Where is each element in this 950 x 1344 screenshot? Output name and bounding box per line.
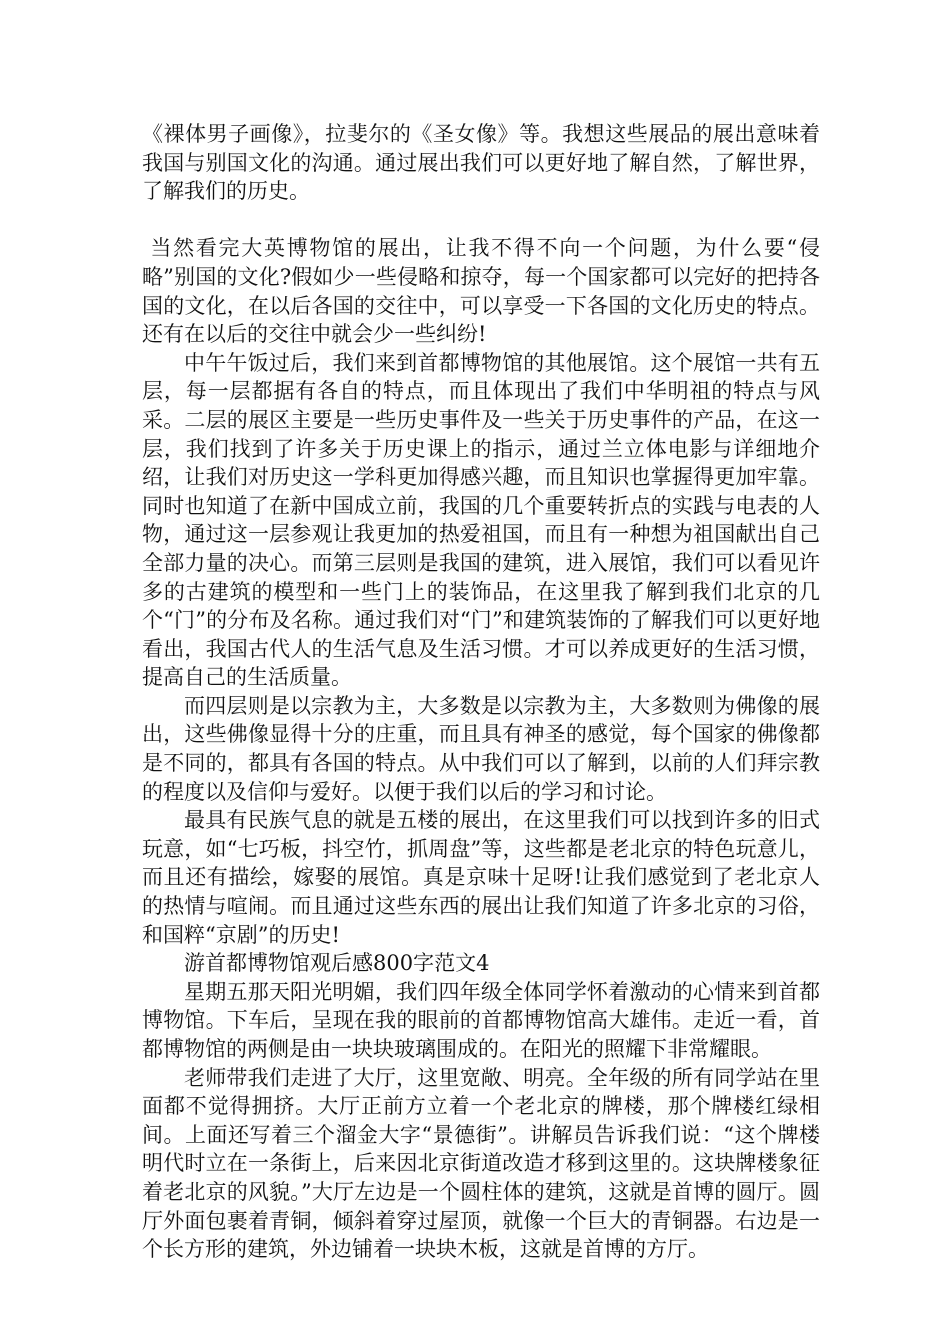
paragraph-exhibit-summary: 《裸体男子画像》，拉斐尔的《圣女像》等。我想这些展品的展出意味着我国与别国文化的沟通。通过展出我们可以更好地了解自然，了解世界，了解我们的历史。 [142, 122, 820, 204]
paragraph-lobby: 老师带我们走进了大厅，这里宽敞、明亮。全年级的所有同学站在里面都不觉得拥挤。大厅正前方立着一个老北京的牌楼，那个牌楼红绿相间。上面还写着三个溜金大字“景德街”。讲解员告诉我们说：“这个牌楼明代时立在一条街上，后来因北京街道改造才移到这里的。这块牌楼象征着老北京的风貌。”大厅左边是一个圆柱体的建筑，这就是首博的圆厅。圆厅外面包裹着青铜，倾斜着穿过屋顶，就像一个巨大的青铜器。右边是一个长方形的建筑，外边铺着一块块木板，这就是首博的方厅。 [142, 1065, 820, 1262]
paragraph-reflection: 当然看完大英博物馆的展出，让我不得不向一个问题，为什么要“侵略”别国的文化?假如少一些侵略和掠夺，每一个国家都可以完好的把持各国的文化，在以后各国的交往中，可以享受一下各国的文化历史的特点。还有在以后的交往中就会少一些纠纷! [142, 236, 820, 347]
paragraph-fifth-floor: 最具有民族气息的就是五楼的展出，在这里我们可以找到许多的旧式玩意，如“七巧板，抖空竹，抓周盘”等，这些都是老北京的特色玩意儿，而且还有描绘，嫁娶的展馆。真是京味十足呀!让我们感觉到了老北京人的热情与喧闹。而且通过这些东西的展出让我们知道了许多北京的习俗，和国粹“京剧”的历史! [142, 808, 820, 947]
paragraph-other-halls: 中午午饭过后，我们来到首都博物馆的其他展馆。这个展馆一共有五层，每一层都据有各自的特点，而且体现出了我们中华明祖的特点与风采。二层的展区主要是一些历史事件及一些关于历史事件的产品，在这一层，我们找到了许多关于历史课上的指示，通过兰立体电影与详细地介绍，让我们对历史这一学科更加得感兴趣，而且知识也掌握得更加牢靠。同时也知道了在新中国成立前，我国的几个重要转折点的实践与电表的人物，通过这一层参观让我更加的热爱祖国，而且有一种想为祖国献出自己全部力量的决心。而第三层则是我国的建筑，进入展馆，我们可以看见许多的古建筑的模型和一些门上的装饰品，在这里我了解到我们北京的几个“门”的分布及名称。通过我们对“门”和建筑装饰的了解我们可以更好地看出，我国古代人的生活气息及生活习惯。才可以养成更好的生活习惯，提高自己的生活质量。 [142, 350, 820, 690]
paragraph-fourth-floor: 而四层则是以宗教为主，大多数是以宗教为主，大多数则为佛像的展出，这些佛像显得十分的庄重，而且具有神圣的感觉，每个国家的佛像都是不同的，都具有各国的特点。从中我们可以了解到，以前的人们拜宗教的程度以及信仰与爱好。以便于我们以后的学习和讨论。 [142, 693, 820, 804]
essay-subtitle: 游首都博物馆观后感800字范文4 [184, 951, 490, 976]
paragraph-gap [142, 206, 820, 235]
document-page [142, 120, 820, 1264]
paragraph-arrival: 星期五那天阳光明媚，我们四年级全体同学怀着激动的心情来到首都博物馆。下车后，呈现在我的眼前的首都博物馆高大雄伟。走近一看，首都博物馆的两侧是由一块块玻璃围成的。在阳光的照耀下非常耀眼。 [142, 979, 820, 1061]
